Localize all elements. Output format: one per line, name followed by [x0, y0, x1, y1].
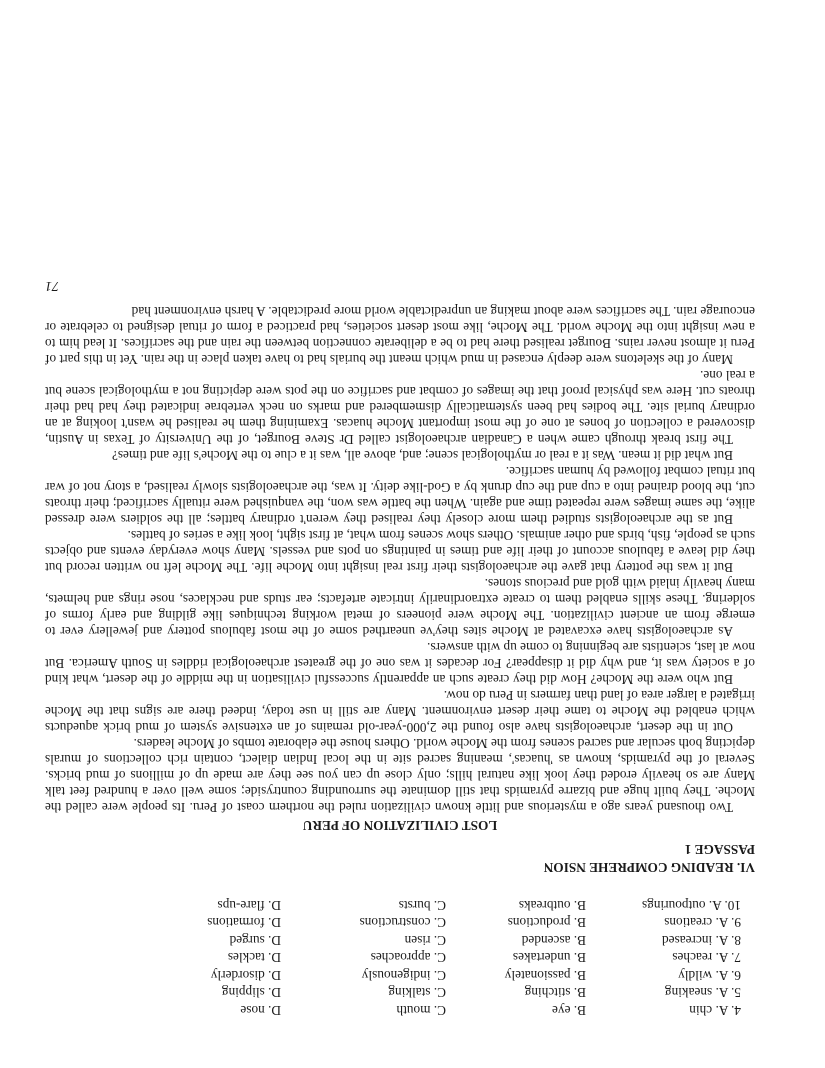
passage-paragraph: Out in the desert, archaeologists have also found the 2,000-year-old remains of an extensive system of mud brick aqueducts which enabled the Moche to tame their desert environment. Many are still in use today, indeed there are signs that the Moche irrigated a larger area of land than farmers in Peru do now. [45, 688, 755, 736]
passage-paragraph: As archaeologists have excavated at Moche sites they've unearthed some of the most fabulous pottery and jewellery ever to emerge from an ancient civilization. The Moche were pioneers of metal working techniques like gilding and early forms of soldering. These skills enabled them to create extraordinarily intricate artefacts; ear studs and necklaces, nose rings and helmets, many heavily inlaid with gold and precious stones. [45, 576, 755, 640]
passage-paragraph: But as the archaeologists studied them more closely they realised they weren't ordinary battles; all the soldiers were dressed alike, the same images were repeated time and again. When the battle was won, the vanquished were ritually sacrificed; their throats cut, the blood drained into a cup and the cup drunk by a God-like deity. It was, the archaeologists slowly realised, a story not of war but ritual combat followed by human sacrifice. [45, 464, 755, 528]
option-a-text: A. sneaking [664, 985, 729, 1001]
question-number: 9. [731, 915, 741, 931]
option-c: C. risen [404, 933, 446, 948]
passage-label: PASSAGE 1 [684, 842, 755, 858]
option-a [586, 896, 755, 914]
option-b: B. ascended [521, 933, 586, 948]
passage-title: LOST CIVILIZATION OF PERU [302, 818, 498, 834]
option-d: D. tackles [227, 950, 281, 966]
option-a-text: A. chin [689, 1003, 729, 1018]
option-a [586, 966, 755, 984]
option-b: B. outbreaks [518, 898, 586, 913]
option-b: B. productions [507, 915, 586, 931]
question-number: 7. [731, 950, 741, 966]
option-row [45, 983, 755, 1001]
passage-body [45, 304, 755, 816]
passage-paragraph: The first break through came when a Canadian archaeologist called Dr Steve Bourget, of the University of Texas in Austin, discovered a collection of bones at one of the most important Moche huacas. Examining them he realised he wasn't looking at an ordinary burial site. The bodies had been systematically dismembered and marks on neck vertebrae indicated they had had their throats cut. Here was physical proof that the images of combat and sacrifice on the pots were depicting not a mythological scene but a real one. [45, 368, 755, 448]
option-b: B. stitching [524, 985, 586, 1001]
option-d: D. flare-ups [217, 898, 281, 913]
option-c: C. indigenously [361, 968, 446, 983]
question-number: 6. [731, 968, 741, 983]
answer-options-table [45, 896, 755, 1019]
passage-paragraph: But who were the Moche? How did they create such an apparently successful civilisation in the middle of the desert, what kind of a society was it, and why did it disappear? For decades it was one of the greatest archaeological riddles in South America. But now at last, scientists are beginning to come up with answers. [45, 640, 755, 688]
option-d: D. slipping [221, 985, 281, 1001]
option-c: C. stalking [388, 985, 446, 1001]
passage-paragraph: But it was the pottery that gave the archaeologists their first real insight into Moche life. The Moche left no written record but they did leave a fabulous account of their life and times in paintings on pots and vessels. Many show everyday events and objects such as people, fish, birds and other animals. Others show scenes from what, at first sight, look like a series of battles. [45, 528, 755, 576]
option-d: D. surged [229, 933, 281, 948]
option-a [586, 983, 755, 1001]
question-number: 8. [731, 933, 741, 948]
option-a [586, 913, 755, 931]
option-row [45, 966, 755, 984]
option-b: B. eye [552, 1003, 586, 1018]
option-c: C. bursts [398, 898, 446, 913]
option-c: C. constructions [359, 915, 446, 931]
question-number: 4. [731, 1003, 741, 1018]
question-number: 5. [731, 985, 741, 1001]
option-row [45, 896, 755, 914]
option-c: C. mouth [396, 1003, 446, 1018]
option-a-text: A. reaches [672, 950, 729, 966]
option-a-text: A. wildly [678, 968, 729, 983]
option-a [586, 931, 755, 949]
option-d: D. nose [240, 1003, 281, 1018]
passage-paragraph: Many of the skeletons were deeply encased in mud which meant the burials had to have taken place in the rain. Yet in this part of Peru it almost never rains. Bourget realised there had to be a deliberate connection between the rain and the sacrifices. It lead him to a new insight into the Moche world. The Moche, like most desert societies, had practiced a form of ritual designed to celebrate or encourage rain. The sacrifices were about making an unpredictable world more predictable. A harsh environment had [45, 304, 755, 368]
option-row [45, 1001, 755, 1019]
option-a-text: A. creations [664, 915, 729, 931]
option-c: C. approaches [370, 950, 446, 966]
option-row [45, 913, 755, 931]
option-row [45, 931, 755, 949]
section-heading: VI. READING COMPREHE NSION [543, 860, 755, 876]
passage-paragraph: Two thousand years ago a mysterious and little known civilization ruled the northern coast of Peru. Its people were called the Moche. They built huge and bizarre pyramids that still dominate the surrounding countryside; some well over a hundred feet talk Many are so heavily eroded they look like natural hills; only close up can you see they are made up of millions of mud bricks. Several of the pyramids, known as 'huacas', meaning sacred site in the local Indian dialect, contain rich collections of murals depicting both secular and sacred scenes from the Moche world. Others house the elaborate tombs of Moche leaders. [45, 736, 755, 816]
option-b: B. passionately [504, 968, 586, 983]
option-d: D. formations [207, 915, 281, 931]
option-a [586, 1001, 755, 1019]
page-number: 71 [45, 278, 59, 294]
option-a-text: A. increased [661, 933, 729, 948]
page-content [45, 278, 755, 1019]
passage-paragraph: But what did it mean. Was it a real or mythological scene; and, above all, was it a clue to the Moche's life and times? [111, 448, 733, 464]
question-number: 10. [724, 898, 741, 913]
option-b: B. undertakes [512, 950, 586, 966]
option-d: D. disorderly [210, 968, 281, 983]
option-a-text: A. outpourings [641, 898, 722, 913]
option-a [586, 948, 755, 966]
option-row [45, 948, 755, 966]
